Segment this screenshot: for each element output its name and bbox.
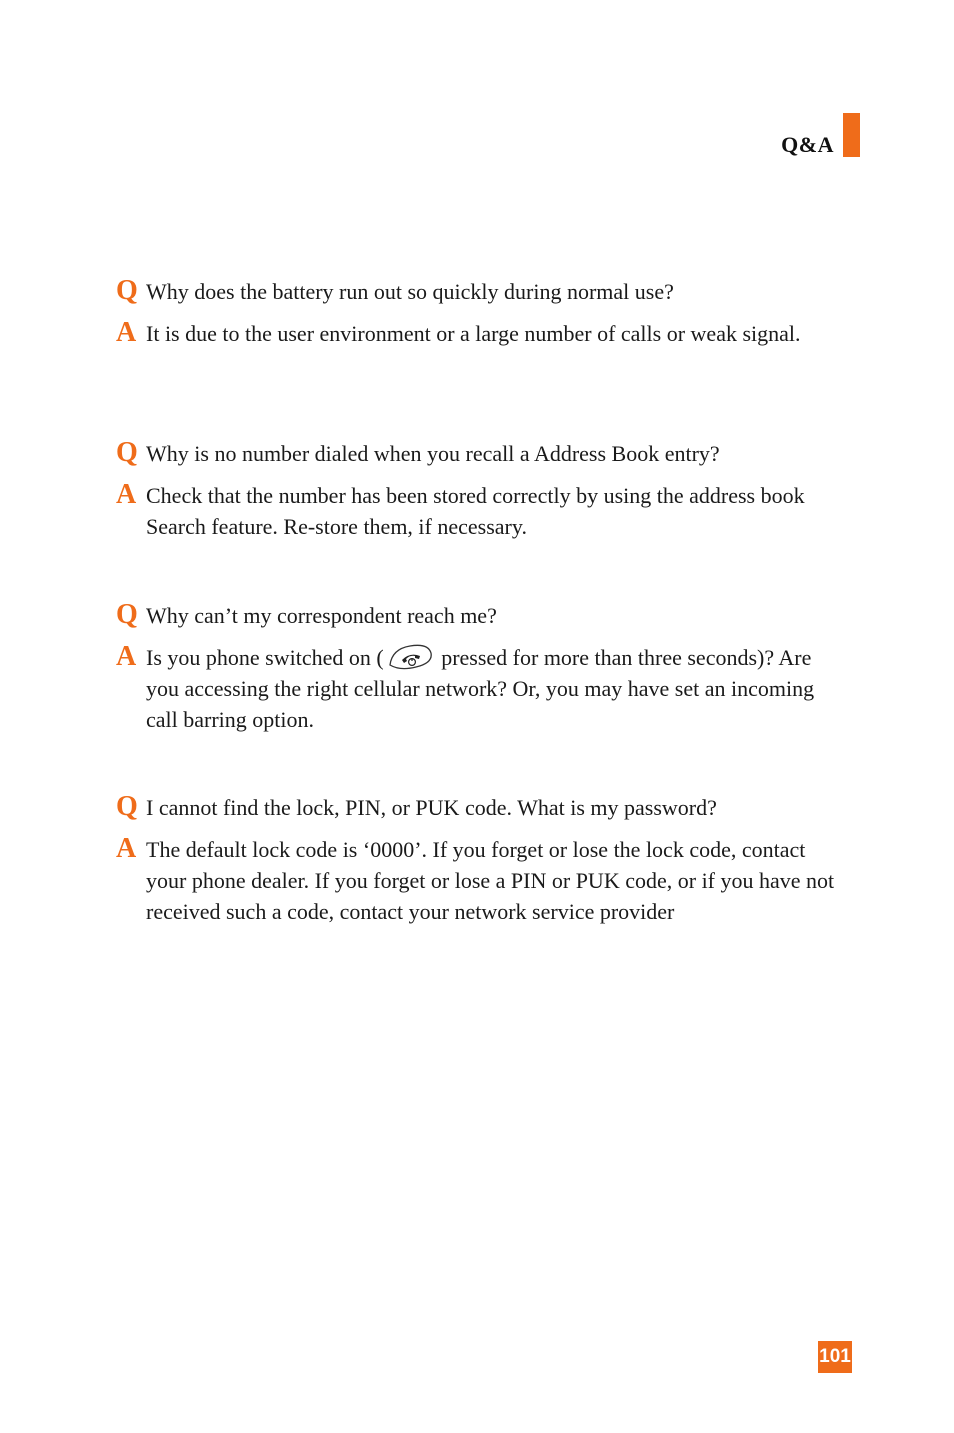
answer-text-after-icon: pressed for more than three seconds)? Are you accessing the right cellular network? Or, you may have set an incoming call barring option.: [146, 645, 815, 732]
question-line: [116, 276, 846, 307]
end-power-key-icon: [386, 643, 434, 671]
question-marker: Q: [116, 791, 138, 822]
question-text: I cannot find the lock, PIN, or PUK code. What is my password?: [146, 795, 717, 820]
answer-text: The default lock code is ‘0000’. If you forget or lose the lock code, contact your phone dealer. If you forget or lose a PIN or PUK code, or if you have not received such a code, contact your network service provider: [146, 837, 835, 924]
answer-line: [116, 480, 846, 542]
qa-item: [116, 600, 846, 735]
answer-text: It is due to the user environment or a large number of calls or weak signal.: [146, 321, 801, 346]
answer-marker: A: [116, 641, 137, 672]
answer-line: [116, 834, 846, 927]
question-line: [116, 600, 846, 631]
question-text: Why can’t my correspondent reach me?: [146, 603, 497, 628]
qa-item: [116, 276, 846, 349]
question-marker: Q: [116, 599, 138, 630]
answer-text-before-icon: Is you phone switched on (: [146, 645, 384, 670]
answer-text: Check that the number has been stored correctly by using the address book Search feature. Re-store them, if necessary.: [146, 483, 805, 539]
section-title: Q&A: [781, 132, 834, 157]
answer-marker: A: [116, 479, 137, 510]
question-line: [116, 792, 846, 823]
answer-marker: A: [116, 833, 137, 864]
question-text: Why is no number dialed when you recall a Address Book entry?: [146, 441, 720, 466]
answer-line: [116, 318, 846, 349]
qa-item: [116, 438, 846, 542]
question-marker: Q: [116, 275, 138, 306]
question-text: Why does the battery run out so quickly during normal use?: [146, 279, 674, 304]
section-accent-bar: [843, 113, 860, 157]
question-marker: Q: [116, 437, 138, 468]
qa-item: [116, 792, 846, 927]
answer-marker: A: [116, 317, 137, 348]
page-number: 101: [818, 1341, 852, 1373]
question-line: [116, 438, 846, 469]
answer-line: [116, 642, 846, 735]
